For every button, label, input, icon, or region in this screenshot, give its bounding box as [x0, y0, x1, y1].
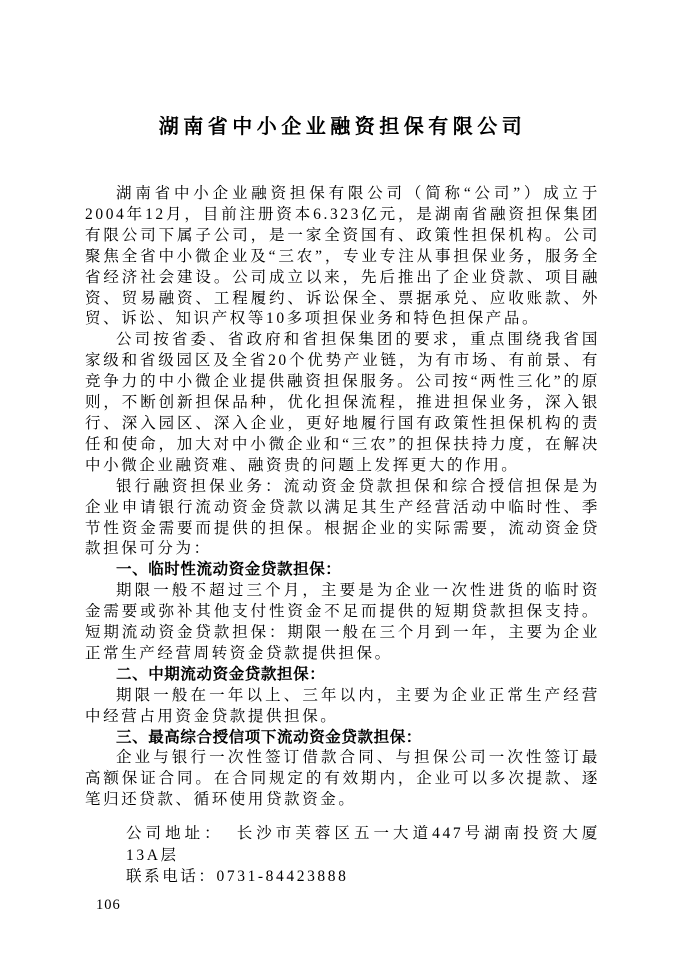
paragraph-company-intro: 湖南省中小企业融资担保有限公司（简称“公司”）成立于2004年12月，目前注册资本6.323亿元，是湖南省融资担保集团有限公司下属子公司，是一家全资国有、政策性担保机构。公司聚焦全省中小微企业及“三农”，专业专注从事担保业务，服务全省经济社会建设。公司成立以来，先后推出了企业贷款、项目融资、贸易融资、工程履约、诉讼保全、票据承兑、应收账款、外贸、诉讼、知识产权等10多项担保业务和特色担保产品。	[85, 185, 600, 328]
paragraph-credit-line-detail: 企业与银行一次性签订借款合同、与担保公司一次性签订最高额保证合同。在合同规定的有效期内，企业可以多次提款、逐笔归还贷款、循环使用贷款资金。	[85, 749, 600, 809]
paragraph-midterm-loan-detail: 期限一般在一年以上、三年以内，主要为企业正常生产经营中经营占用资金贷款提供担保。	[85, 686, 600, 725]
address-label: 公司地址：	[126, 825, 224, 843]
contact-block	[85, 823, 600, 888]
address-line	[85, 823, 600, 866]
page-number: 106	[96, 897, 121, 913]
section-heading-midterm-loan-guarantee: 二、中期流动资金贷款担保：	[116, 665, 326, 683]
section-heading-credit-line-loan-guarantee: 三、最高综合授信项下流动资金贷款担保：	[116, 728, 422, 746]
document-body	[85, 184, 600, 888]
address-value: 长沙市芙蓉区五一大道447号湖南投资大厦13A层	[126, 825, 600, 864]
section-heading-temporary-loan-guarantee: 一、临时性流动资金贷款担保：	[116, 561, 342, 579]
paragraph-company-mission: 公司按省委、省政府和省担保集团的要求，重点围绕我省国家级和省级园区及全省20个优势产业链，为有市场、有前景、有竞争力的中小微企业提供融资担保服务。公司按“两性三化”的原则，不断创新担保品种，优化担保流程，推进担保业务，深入银行、深入园区、深入企业，更好地履行国有政策性担保机构的责任和使命，加大对中小微企业和“三农”的担保扶持力度，在解决中小微企业融资难、融资贵的问题上发挥更大的作用。	[85, 331, 600, 474]
paragraph-bank-guarantee-intro: 银行融资担保业务：流动资金贷款担保和综合授信担保是为企业申请银行流动资金贷款以满足其生产经营活动中临时性、季节性资金需要而提供的担保。根据企业的实际需要，流动资金贷款担保可分为：	[85, 477, 600, 558]
phone-value: 0731-84423888	[216, 868, 349, 886]
paragraph-temporary-loan-detail: 期限一般不超过三个月，主要是为企业一次性进货的临时资金需要或弥补其他支付性资金不足而提供的短期贷款担保支持。短期流动资金贷款担保：期限一般在三个月到一年，主要为企业正常生产经营周转资金贷款提供担保。	[85, 582, 600, 662]
phone-label: 联系电话：	[126, 868, 217, 886]
page-title: 湖南省中小企业融资担保有限公司	[158, 116, 527, 138]
phone-line	[85, 866, 600, 888]
